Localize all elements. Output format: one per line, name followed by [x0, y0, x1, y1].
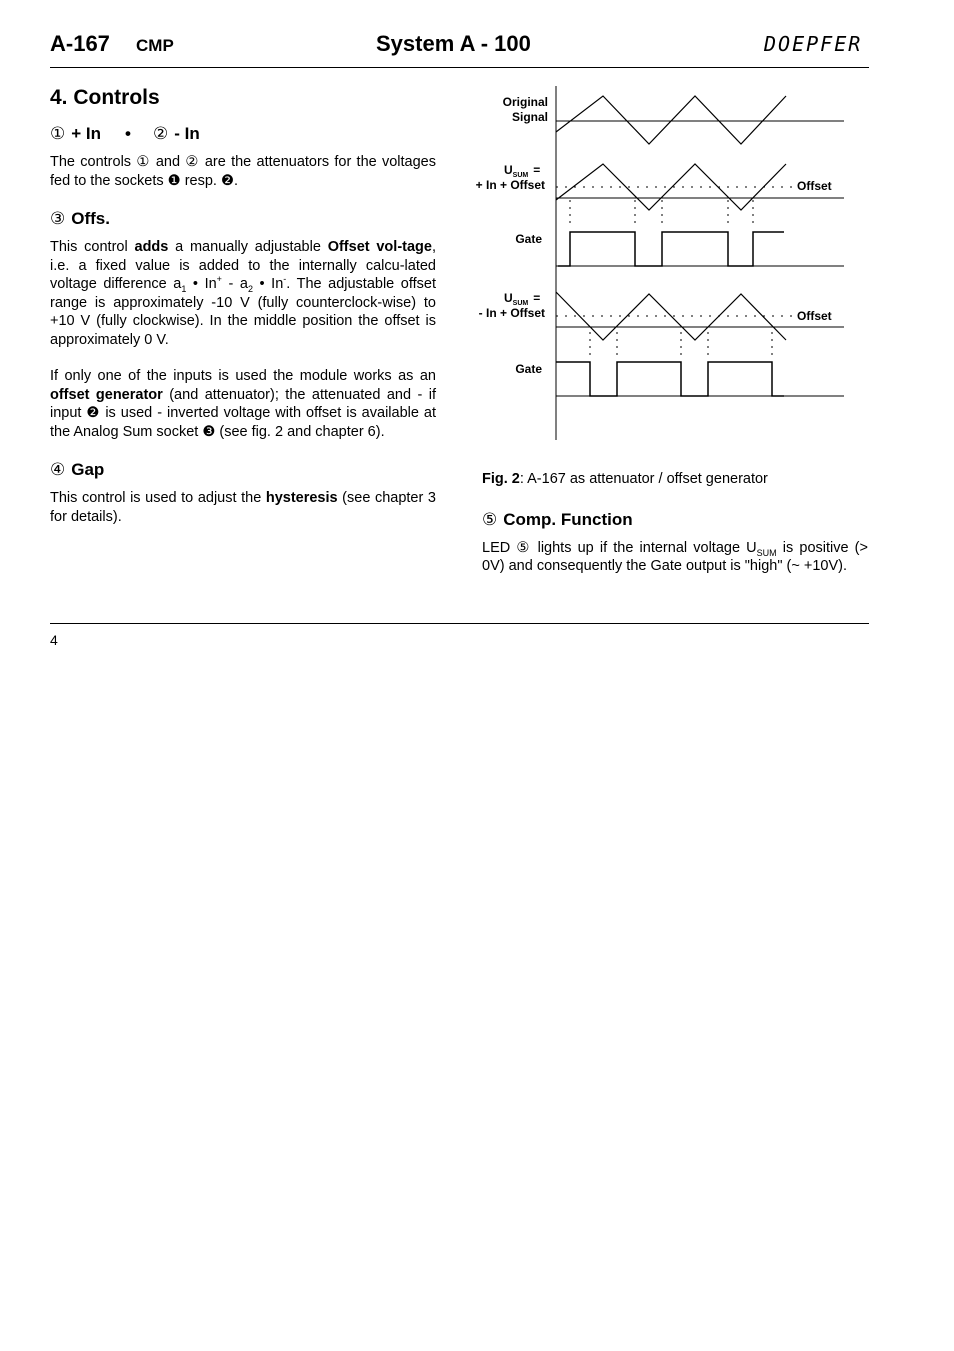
- label-usum-2: $U_{SUM}$ =: [504, 291, 541, 307]
- figure-caption: Fig. 2: A-167 as attenuator / offset generator: [482, 471, 768, 487]
- offs-paragraph-2: If only one of the inputs is used the module works as an offset generator (and attenuator); the attenuated and - if input ❷ is used - inverted voltage with offset is available at the Analog Sum socket ❸ (see fig. 2 and chapter 6).: [50, 368, 436, 440]
- label-signal: Signal: [511, 110, 548, 124]
- control-number-4: ④: [50, 460, 66, 479]
- heading-comp-function: [482, 509, 868, 531]
- section-title: 4. Controls: [50, 86, 160, 109]
- label-gap: Gap: [71, 460, 105, 479]
- label-gate-2: Gate: [515, 362, 542, 376]
- offs-paragraph-1: This control adds a manually adjustable Offset vol-tage, i.e. a fixed value is added to the internally calcu-lated voltage difference $a_1$ • $In^+ - a_2$ • In-. The adjustable offset range is approximately -10 V (fully counterclock-wise) to +10 V (fully clockwise). In the middle position the offset is approximately 0 V.: [50, 239, 437, 348]
- label-gate-1: Gate: [515, 232, 542, 246]
- gate-signal-2: [556, 362, 784, 396]
- gate-signal-1: [558, 232, 784, 266]
- header-model: A-167: [50, 31, 110, 56]
- comp-function-paragraph: LED ⑤ lights up if the internal voltage $U_{SUM}$ is positive (> 0V) and consequently the Gate output is "high" (~ +10V).: [482, 539, 868, 574]
- label-minus-in: - In: [174, 124, 200, 143]
- footer-rule: [50, 623, 869, 624]
- triangle-original: [556, 96, 786, 144]
- page-number: 4: [50, 632, 58, 648]
- label-original: Original: [502, 95, 548, 109]
- gap-paragraph: This control is used to adjust the hysteresis (see chapter 3 for details).: [50, 490, 436, 525]
- in-controls-text: The controls ① and ② are the attenuators for the voltages fed to the sockets ❶ resp. ❷.: [50, 154, 436, 189]
- heading-in-controls: [50, 123, 436, 145]
- left-column: [50, 86, 436, 526]
- label-offset-2: Offset: [797, 309, 832, 323]
- waveform-diagram: [466, 84, 876, 444]
- header-rule: [50, 67, 869, 68]
- label-comp-function: Comp. Function: [503, 509, 633, 529]
- header-system: System A - 100: [376, 31, 531, 56]
- control-number-5: ⑤: [482, 509, 498, 529]
- label-offs: Offs.: [71, 209, 110, 228]
- control-number-1: ①: [50, 124, 66, 143]
- label-plus-in: + In: [71, 124, 102, 143]
- label-plus-in-offset: + In + Offset: [475, 178, 545, 192]
- triangle-plus-usum: [556, 164, 786, 210]
- right-column: [482, 470, 868, 576]
- bullet-separator: •: [125, 124, 131, 143]
- header-short-name: CMP: [136, 36, 174, 55]
- label-usum-1: $U_{SUM}$ =: [504, 163, 541, 179]
- control-number-2: ②: [152, 124, 169, 143]
- heading-offs: [50, 208, 436, 230]
- control-number-3: ③: [50, 209, 66, 228]
- figure-waveforms: [466, 84, 876, 444]
- brand-logo: DOEPFER: [764, 32, 863, 56]
- label-offset-1: Offset: [797, 179, 832, 193]
- label-minus-in-offset: - In + Offset: [478, 306, 545, 320]
- heading-gap: [50, 459, 436, 481]
